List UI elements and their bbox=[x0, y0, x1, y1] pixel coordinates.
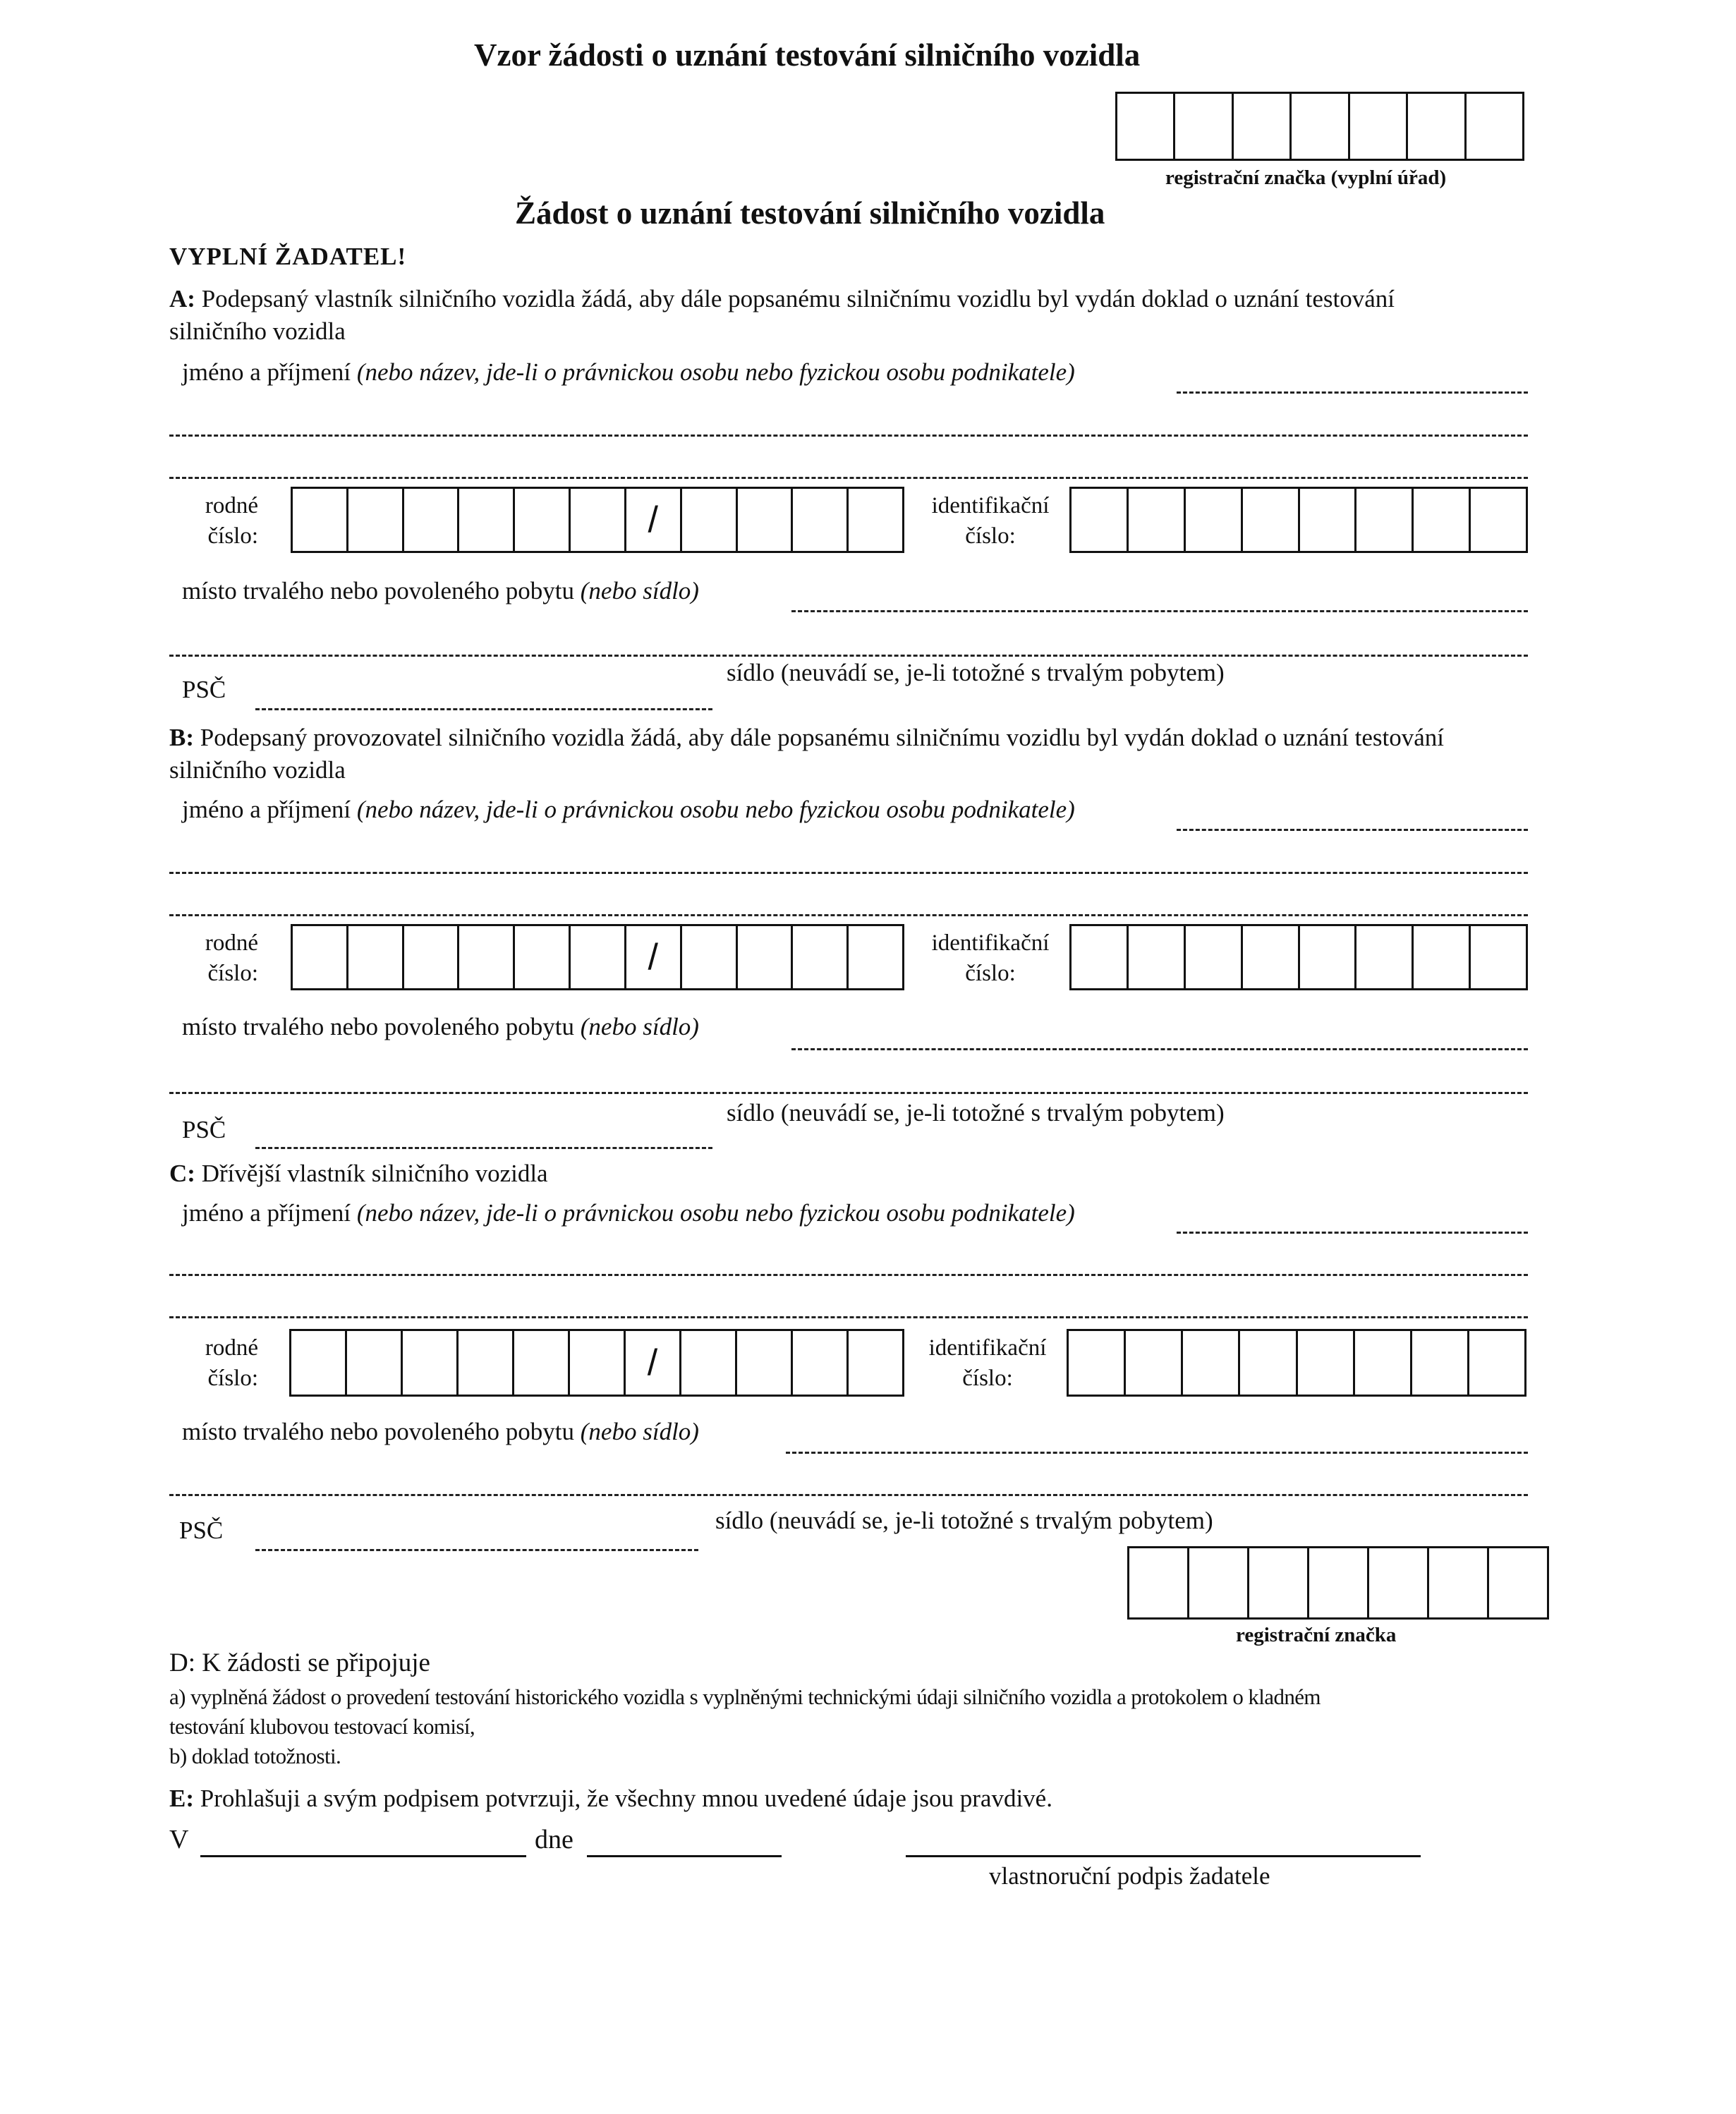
place-field[interactable] bbox=[200, 1855, 526, 1857]
section-d-item-b: b) doklad totožnosti. bbox=[169, 1744, 341, 1768]
registration-caption-bottom: registrační značka bbox=[1236, 1624, 1397, 1646]
birth-number-label-b: rodné číslo: bbox=[205, 930, 258, 986]
residence-label-c: místo trvalého nebo povoleného pobytu (nebo sídlo) bbox=[182, 1418, 699, 1445]
id-number-label-c: identifikační číslo: bbox=[928, 1335, 1047, 1391]
birth-number-slash-b: / bbox=[648, 937, 659, 978]
form-title: Žádost o uznání testování silničního vozidla bbox=[515, 195, 1105, 231]
name-field-c-line2[interactable] bbox=[169, 1274, 1528, 1276]
residence-field-a[interactable] bbox=[791, 610, 1528, 612]
residence-label-b: místo trvalého nebo povoleného pobytu (nebo sídlo) bbox=[182, 1013, 699, 1040]
template-title: Vzor žádosti o uznání testování silničního vozidla bbox=[474, 37, 1141, 73]
name-field-b[interactable] bbox=[1177, 829, 1528, 831]
date-label: dne bbox=[535, 1825, 573, 1854]
signature-field[interactable] bbox=[906, 1855, 1421, 1857]
name-field-c[interactable] bbox=[1177, 1232, 1528, 1234]
psc-label-b: PSČ bbox=[182, 1116, 226, 1143]
seat-note-b: sídlo (neuvádí se, je-li totožné s trvalým pobytem) bbox=[727, 1099, 1225, 1126]
psc-label-a: PSČ bbox=[182, 676, 226, 703]
name-label-b: jméno a příjmení (nebo název, jde-li o právnickou osobu nebo fyzickou osobu podnikatele) bbox=[182, 796, 1075, 823]
psc-field-a[interactable] bbox=[255, 708, 712, 710]
seat-note-c: sídlo (neuvádí se, je-li totožné s trvalým pobytem) bbox=[715, 1507, 1213, 1534]
name-field-a-line2[interactable] bbox=[169, 435, 1528, 437]
signature-caption: vlastnoruční podpis žadatele bbox=[989, 1862, 1270, 1890]
birth-number-boxes-a[interactable] bbox=[291, 487, 904, 553]
birth-number-label-a: rodné číslo: bbox=[205, 493, 258, 549]
name-field-b-line2[interactable] bbox=[169, 872, 1528, 874]
section-b-text-line2: silničního vozidla bbox=[169, 756, 346, 784]
residence-field-b[interactable] bbox=[791, 1048, 1528, 1050]
section-b-text: B: Podepsaný provozovatel silničního vozidla žádá, aby dále popsanému silničnímu vozidlu byl vydán doklad o uznání testování bbox=[169, 724, 1444, 751]
birth-number-boxes-c[interactable] bbox=[289, 1329, 904, 1397]
name-field-b-line3[interactable] bbox=[169, 914, 1528, 916]
id-number-boxes-b[interactable] bbox=[1069, 924, 1528, 990]
section-a-text: A: Podepsaný vlastník silničního vozidla žádá, aby dále popsanému silničnímu vozidlu byl vydán doklad o uznání testování bbox=[169, 285, 1395, 312]
birth-number-label-c: rodné číslo: bbox=[205, 1335, 258, 1391]
registration-number-boxes-bottom[interactable] bbox=[1127, 1546, 1549, 1620]
section-a-letter: A: bbox=[169, 285, 195, 312]
psc-field-b[interactable] bbox=[255, 1147, 712, 1149]
residence-field-a-line2[interactable] bbox=[169, 655, 1528, 657]
place-label: V bbox=[169, 1825, 189, 1854]
section-d-heading: D: K žádosti se připojuje bbox=[169, 1648, 430, 1677]
residence-field-c-line2[interactable] bbox=[169, 1494, 1528, 1496]
birth-number-slash-c: / bbox=[647, 1342, 658, 1383]
section-c-text: C: Dřívější vlastník silničního vozidla bbox=[169, 1160, 548, 1187]
fill-note: VYPLNÍ ŽADATEL! bbox=[169, 243, 407, 270]
name-field-a[interactable] bbox=[1177, 391, 1528, 394]
registration-caption-top: registrační značka (vyplní úřad) bbox=[1165, 166, 1447, 189]
name-label-c: jméno a příjmení (nebo název, jde-li o právnickou osobu nebo fyzickou osobu podnikatele) bbox=[182, 1199, 1075, 1227]
residence-label-a: místo trvalého nebo povoleného pobytu (nebo sídlo) bbox=[182, 577, 699, 605]
section-d-item-a-line2: testování klubovou testovací komisí, bbox=[169, 1714, 475, 1739]
psc-label-c: PSČ bbox=[179, 1517, 224, 1544]
residence-field-b-line2[interactable] bbox=[169, 1092, 1528, 1094]
name-field-a-line3[interactable] bbox=[169, 477, 1528, 479]
residence-field-c[interactable] bbox=[786, 1452, 1528, 1454]
id-number-boxes-a[interactable] bbox=[1069, 487, 1528, 553]
name-label-a: jméno a příjmení (nebo název, jde-li o právnickou osobu nebo fyzickou osobu podnikatele) bbox=[182, 358, 1075, 386]
birth-number-boxes-b[interactable] bbox=[291, 924, 904, 990]
id-number-label-a: identifikační číslo: bbox=[931, 493, 1050, 549]
seat-note-a: sídlo (neuvádí se, je-li totožné s trvalým pobytem) bbox=[727, 659, 1225, 686]
registration-number-boxes-top[interactable] bbox=[1115, 92, 1524, 161]
section-d-item-a-line1: a) vyplněná žádost o provedení testování historického vozidla s vyplněnými technickými údaji silničního vozidla a protokolem o kladném bbox=[169, 1684, 1321, 1709]
section-a-text-line2: silničního vozidla bbox=[169, 317, 346, 345]
name-field-c-line3[interactable] bbox=[169, 1316, 1528, 1318]
section-b-letter: B: bbox=[169, 724, 194, 751]
psc-field-c[interactable] bbox=[255, 1549, 698, 1551]
section-c-letter: C: bbox=[169, 1160, 195, 1187]
birth-number-slash-a: / bbox=[648, 499, 659, 540]
date-field[interactable] bbox=[587, 1855, 782, 1857]
id-number-boxes-c[interactable] bbox=[1067, 1329, 1526, 1397]
section-e-letter: E: bbox=[169, 1785, 194, 1812]
id-number-label-b: identifikační číslo: bbox=[931, 930, 1050, 986]
section-e-text: E: Prohlašuji a svým podpisem potvrzuji, že všechny mnou uvedené údaje jsou pravdivé. bbox=[169, 1785, 1052, 1812]
